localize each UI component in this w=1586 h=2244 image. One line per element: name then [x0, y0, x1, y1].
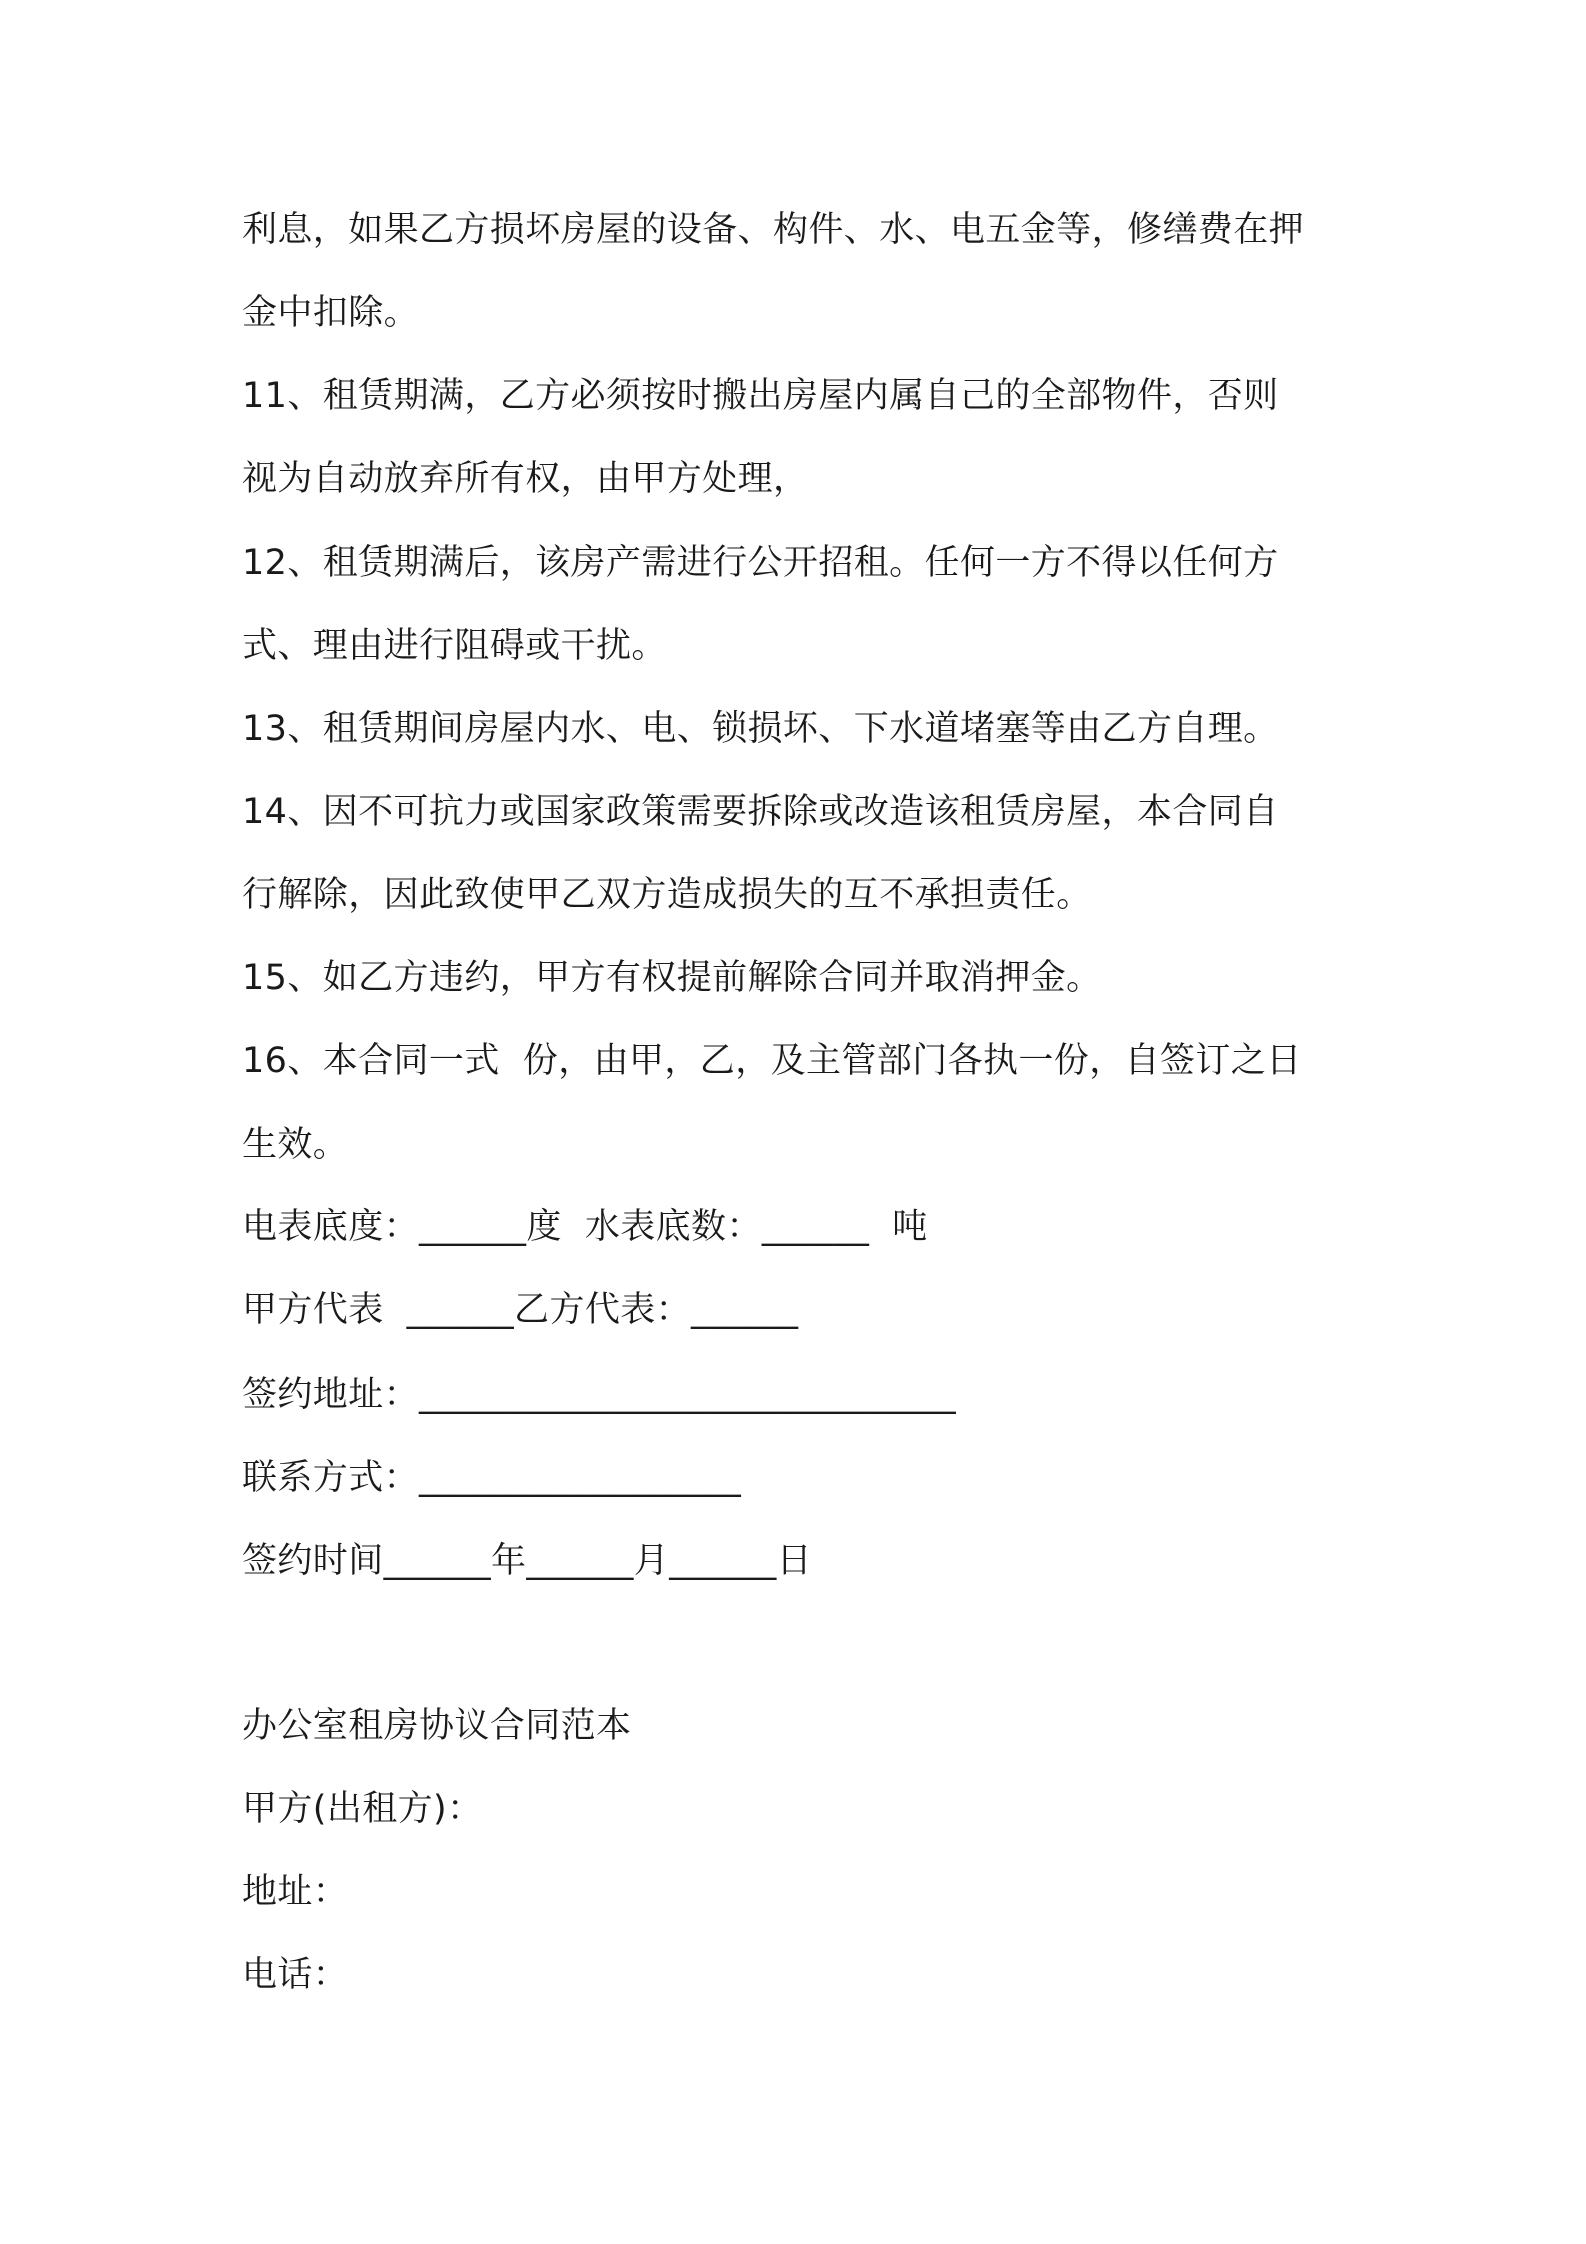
clause-15-line: 15、如乙方违约，甲方有权提前解除合同并取消押金。	[242, 958, 1102, 998]
clause-11-line: 11、租赁期满，乙方必须按时搬出房屋内属自己的全部物件，否则	[242, 376, 1279, 416]
party-a-label: 甲方(出租方)：	[242, 1789, 483, 1829]
signing-date-line: 签约时间______年______月______日	[242, 1541, 813, 1581]
phone-label: 电话：	[242, 1955, 349, 1995]
text-line: 利息，如果乙方损坏房屋的设备、构件、水、电五金等，修缮费在押	[242, 210, 1305, 250]
section-title: 办公室租房协议合同范本	[242, 1706, 632, 1746]
representatives-line: 甲方代表 ______乙方代表：______	[242, 1290, 799, 1330]
clause-14-line: 14、因不可抗力或国家政策需要拆除或改造该租赁房屋，本合同自	[242, 792, 1279, 832]
text-line: 行解除，因此致使甲乙双方造成损失的互不承担责任。	[242, 875, 1092, 915]
text-line: 金中扣除。	[242, 293, 420, 333]
clause-12-line: 12、租赁期满后，该房产需进行公开招租。任何一方不得以任何方	[242, 543, 1279, 583]
text-line: 生效。	[242, 1125, 349, 1165]
address-label: 地址：	[242, 1872, 349, 1912]
signing-address-line: 签约地址：______________________________	[242, 1375, 957, 1415]
text-line: 式、理由进行阻碍或干扰。	[242, 626, 667, 666]
text-line: 视为自动放弃所有权，由甲方处理，	[242, 459, 809, 499]
meter-readings-line: 电表底度：______度 水表底数：______ 吨	[242, 1207, 928, 1247]
contact-line: 联系方式：__________________	[242, 1458, 742, 1498]
clause-16-line: 16、本合同一式 份，由甲，乙，及主管部门各执一份，自签订之日	[242, 1041, 1302, 1081]
clause-13-line: 13、租赁期间房屋内水、电、锁损坏、下水道堵塞等由乙方自理。	[242, 709, 1279, 749]
